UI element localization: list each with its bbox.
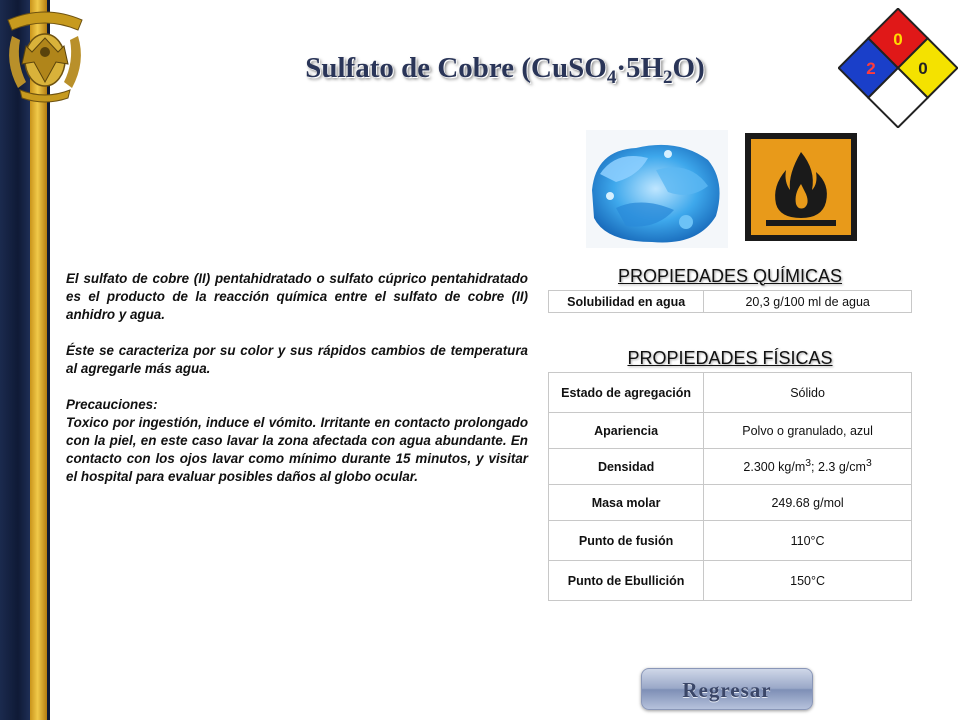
property-label: Estado de agregación (549, 373, 704, 413)
nfpa-hazard-diamond-icon (838, 8, 958, 128)
description-paragraph-1: El sulfato de cobre (II) pentahidratado o sulfato cúprico pentahidratado es el producto de la reacción química entre el sulfato de cobre (II) anhidro y agua. (66, 271, 528, 322)
description-paragraph-2: Éste se caracteriza por su color y sus rápidos cambios de temperatura al agregarle más agua. (66, 343, 528, 376)
physical-properties-heading: PROPIEDADES FÍSICAS (549, 344, 912, 373)
chemical-properties-table (548, 262, 912, 313)
nfpa-flammability-value: 0 (893, 30, 903, 49)
property-label: Solubilidad en agua (549, 291, 704, 313)
back-button[interactable]: Regresar (641, 668, 813, 710)
left-border-dark (0, 0, 30, 720)
nfpa-reactivity-value: 0 (918, 59, 928, 78)
property-value: 150°C (704, 561, 912, 601)
precautions-text: Toxico por ingestión, induce el vómito. Irritante en contacto prolongado con la piel, en este caso lavar la zona afectada con agua abundante. En contacto con los ojos lavar como mínimo durante 15 minutos, y visitar el hospital para evaluar posibles daños al globo ocular. (66, 415, 528, 484)
physical-properties-table (548, 344, 912, 601)
property-label: Densidad (549, 449, 704, 485)
property-label: Punto de Ebullición (549, 561, 704, 601)
property-value: 2.300 $kg/m^3$; 2.3 $g/cm^3$ (704, 449, 912, 485)
precautions-heading: Precauciones: (66, 397, 158, 412)
property-label: Apariencia (549, 413, 704, 449)
flammable-icon (744, 132, 858, 242)
description-text (66, 270, 528, 486)
copper-sulfate-crystals-image (586, 130, 728, 248)
property-value: 110°C (704, 521, 912, 561)
property-value: Sólido (704, 373, 912, 413)
nfpa-health-value: 2 (866, 59, 876, 78)
left-border-line (47, 0, 50, 720)
property-label: Masa molar (549, 485, 704, 521)
property-label: Punto de fusión (549, 521, 704, 561)
property-value: 249.68 g/mol (704, 485, 912, 521)
property-value: Polvo o granulado, azul (704, 413, 912, 449)
page-title: Sulfato de Cobre $(CuSO_4\cdot 5H_2O)$ (305, 52, 705, 88)
left-border-gold (30, 0, 47, 720)
chemical-properties-heading: PROPIEDADES QUÍMICAS (549, 262, 912, 291)
property-value: 20,3 g/100 ml de agua (704, 291, 912, 313)
